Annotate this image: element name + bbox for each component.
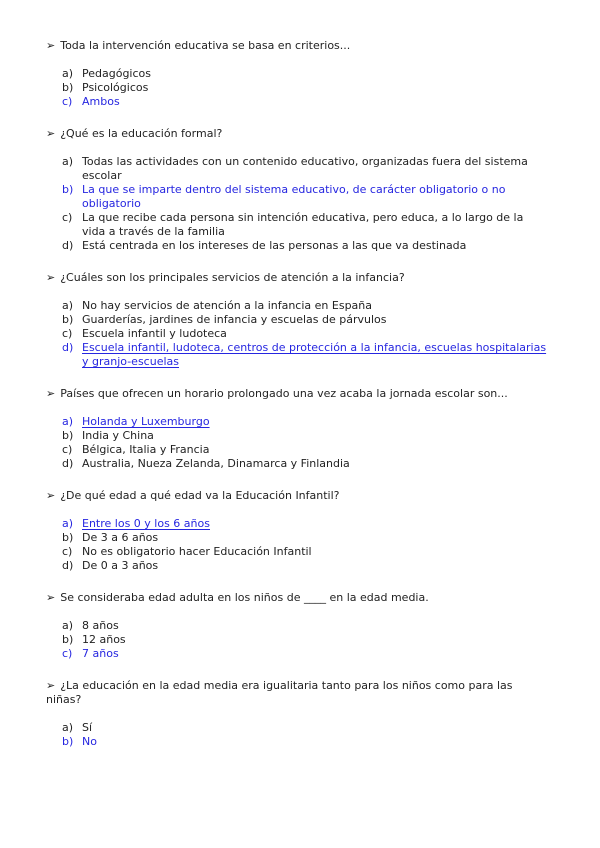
option-d-correct: d) Escuela infantil, ludoteca, centros de protección a la infancia, escuelas hospitalarias y granjo-escuelas: [62, 341, 547, 368]
arrow-icon: ➢: [46, 591, 56, 604]
option-d: d) De 0 a 3 años: [62, 559, 159, 572]
question-text: Países que ofrecen un horario prolongado una vez acaba la jornada escolar son...: [60, 387, 508, 400]
option-list: [46, 155, 550, 253]
option-b: b) De 3 a 6 años: [62, 531, 159, 544]
arrow-icon: ➢: [46, 127, 56, 140]
question-3: [46, 271, 550, 369]
option-a: a) No hay servicios de atención a la infancia en España: [62, 299, 373, 312]
option-list: [46, 721, 550, 749]
option-c: c) La que recibe cada persona sin intención educativa, pero educa, a lo largo de la vida a través de la familia: [62, 211, 524, 238]
question-1: [46, 39, 550, 109]
arrow-icon: ➢: [46, 387, 56, 400]
option-d: d) Está centrada en los intereses de las personas a las que va destinada: [62, 239, 467, 252]
option-list: [46, 517, 550, 573]
question-text: Se consideraba edad adulta en los niños de ____ en la edad media.: [60, 591, 429, 604]
question-6: [46, 591, 550, 661]
option-c: c) Bélgica, Italia y Francia: [62, 443, 210, 456]
arrow-icon: ➢: [46, 489, 56, 502]
option-c-correct: c) Ambos: [62, 95, 120, 108]
option-b: b) Guarderías, jardines de infancia y escuelas de párvulos: [62, 313, 387, 326]
question-7: [46, 679, 550, 749]
option-a: a) 8 años: [62, 619, 119, 632]
question-text: Toda la intervención educativa se basa en criterios...: [60, 39, 351, 52]
option-c: c) No es obligatorio hacer Educación Infantil: [62, 545, 312, 558]
option-d: d) Australia, Nueza Zelanda, Dinamarca y Finlandia: [62, 457, 350, 470]
option-a: a) Pedagógicos: [62, 67, 151, 80]
option-a-correct: a) Entre los 0 y los 6 años: [62, 517, 210, 530]
question-text: ¿Cuáles son los principales servicios de atención a la infancia?: [60, 271, 405, 284]
question-2: [46, 127, 550, 253]
question-5: [46, 489, 550, 573]
arrow-icon: ➢: [46, 679, 56, 692]
option-a: a) Todas las actividades con un contenido educativo, organizadas fuera del sistema escolar: [62, 155, 528, 182]
option-list: [46, 619, 550, 661]
arrow-icon: ➢: [46, 271, 56, 284]
option-a: a) Sí: [62, 721, 93, 734]
option-list: [46, 67, 550, 109]
question-4: [46, 387, 550, 471]
option-list: [46, 299, 550, 369]
question-text: ¿De qué edad a qué edad va la Educación Infantil?: [60, 489, 340, 502]
option-c-correct: c) 7 años: [62, 647, 119, 660]
option-b-correct: b) La que se imparte dentro del sistema educativo, de carácter obligatorio o no obligatorio: [62, 183, 506, 210]
option-c: c) Escuela infantil y ludoteca: [62, 327, 227, 340]
option-a-correct: a) Holanda y Luxemburgo: [62, 415, 210, 428]
option-b-correct: b) No: [62, 735, 97, 748]
option-b: b) Psicológicos: [62, 81, 149, 94]
arrow-icon: ➢: [46, 39, 56, 52]
question-text: ¿Qué es la educación formal?: [60, 127, 223, 140]
question-text: ¿La educación en la edad media era igualitaria tanto para los niños como para las niñas?: [46, 679, 513, 706]
option-b: b) 12 años: [62, 633, 126, 646]
option-list: [46, 415, 550, 471]
option-b: b) India y China: [62, 429, 154, 442]
